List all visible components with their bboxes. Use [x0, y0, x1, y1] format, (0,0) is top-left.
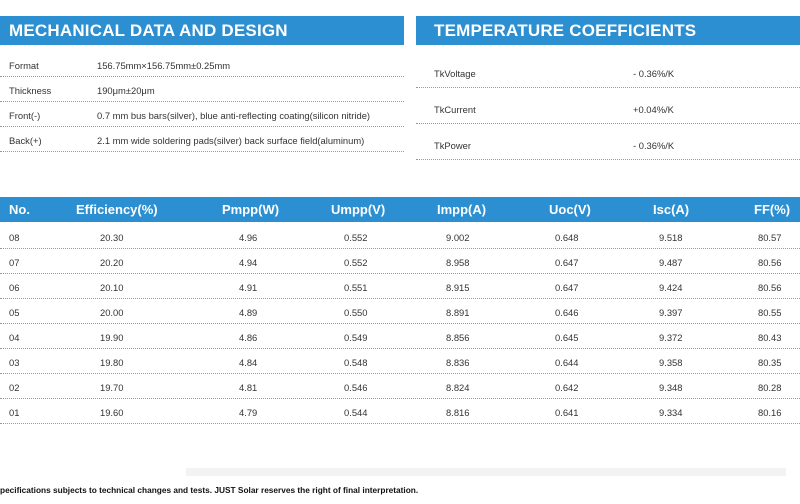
mechanical-row-front — [0, 102, 404, 127]
table-cell: 4.86 — [239, 332, 258, 343]
table-cell: 05 — [9, 307, 20, 318]
column-header-efficiency: Efficiency(%) — [76, 202, 158, 217]
table-cell: 0.551 — [344, 282, 368, 293]
table-cell: 20.20 — [100, 257, 124, 268]
table-cell: 4.89 — [239, 307, 258, 318]
mechanical-row-back — [0, 127, 404, 152]
table-row — [0, 399, 800, 424]
row-label: TkVoltage — [434, 68, 476, 79]
table-cell: 8.816 — [446, 407, 470, 418]
table-cell: 80.57 — [758, 232, 782, 243]
column-header-no: No. — [9, 202, 30, 217]
table-cell: 0.642 — [555, 382, 579, 393]
table-cell: 9.397 — [659, 307, 683, 318]
temperature-section-title: TEMPERATURE COEFFICIENTS — [416, 16, 800, 45]
table-row — [0, 224, 800, 249]
table-cell: 02 — [9, 382, 20, 393]
table-cell: 8.824 — [446, 382, 470, 393]
temperature-row-voltage — [416, 52, 800, 88]
table-cell: 0.549 — [344, 332, 368, 343]
table-cell: 0.647 — [555, 282, 579, 293]
table-cell: 0.647 — [555, 257, 579, 268]
table-row — [0, 249, 800, 274]
table-cell: 08 — [9, 232, 20, 243]
table-cell: 0.550 — [344, 307, 368, 318]
table-cell: 19.70 — [100, 382, 124, 393]
table-cell: 19.90 — [100, 332, 124, 343]
table-cell: 20.00 — [100, 307, 124, 318]
table-cell: 20.10 — [100, 282, 124, 293]
table-cell: 03 — [9, 357, 20, 368]
table-cell: 8.958 — [446, 257, 470, 268]
table-cell: 80.56 — [758, 282, 782, 293]
table-cell: 9.002 — [446, 232, 470, 243]
table-cell: 0.644 — [555, 357, 579, 368]
table-cell: 80.35 — [758, 357, 782, 368]
row-value: 190μm±20μm — [97, 85, 155, 96]
table-cell: 8.891 — [446, 307, 470, 318]
table-cell: 07 — [9, 257, 20, 268]
table-cell: 9.487 — [659, 257, 683, 268]
table-row — [0, 324, 800, 349]
table-cell: 0.552 — [344, 232, 368, 243]
table-cell: 4.79 — [239, 407, 258, 418]
table-cell: 8.856 — [446, 332, 470, 343]
table-cell: 4.81 — [239, 382, 258, 393]
table-cell: 9.358 — [659, 357, 683, 368]
column-header-umpp: Umpp(V) — [331, 202, 386, 217]
column-header-isc: Isc(A) — [653, 202, 690, 217]
table-cell: 04 — [9, 332, 20, 343]
table-cell: 19.80 — [100, 357, 124, 368]
row-value: - 0.36%/K — [633, 140, 675, 151]
table-cell: 80.28 — [758, 382, 782, 393]
table-cell: 01 — [9, 407, 20, 418]
table-cell: 9.348 — [659, 382, 683, 393]
row-value: +0.04%/K — [633, 104, 674, 115]
table-cell: 4.96 — [239, 232, 258, 243]
table-row — [0, 349, 800, 374]
table-row — [0, 299, 800, 324]
table-cell: 80.43 — [758, 332, 782, 343]
efficiency-table-body — [0, 224, 800, 424]
table-cell: 9.372 — [659, 332, 683, 343]
table-cell: 0.646 — [555, 307, 579, 318]
row-label: Thickness — [9, 85, 52, 96]
mechanical-data-list — [0, 52, 404, 152]
row-label: Back(+) — [9, 135, 42, 146]
faded-watermark-band — [186, 468, 786, 476]
table-row — [0, 274, 800, 299]
row-value: - 0.36%/K — [633, 68, 675, 79]
table-cell: 9.334 — [659, 407, 683, 418]
row-label: Format — [9, 60, 39, 71]
table-cell: 0.546 — [344, 382, 368, 393]
row-label: TkCurrent — [434, 104, 476, 115]
efficiency-table-header — [0, 197, 800, 222]
mechanical-section-title: MECHANICAL DATA AND DESIGN — [0, 16, 404, 45]
table-cell: 0.641 — [555, 407, 579, 418]
table-cell: 4.94 — [239, 257, 258, 268]
column-header-pmpp: Pmpp(W) — [222, 202, 280, 217]
temperature-coefficients-list — [416, 52, 800, 160]
row-label: Front(-) — [9, 110, 41, 121]
table-cell: 9.518 — [659, 232, 683, 243]
table-cell: 80.16 — [758, 407, 782, 418]
table-cell: 4.84 — [239, 357, 258, 368]
row-value: 0.7 mm bus bars(silver), blue anti-reflecting coating(silicon nitride) — [97, 110, 371, 121]
table-cell: 06 — [9, 282, 20, 293]
row-value: 156.75mm×156.75mm±0.25mm — [97, 60, 231, 71]
table-cell: 8.836 — [446, 357, 470, 368]
column-header-impp: Impp(A) — [437, 202, 487, 217]
footer-disclaimer: pecifications subjects to technical changes and tests. JUST Solar reserves the right of final interpretation. — [0, 485, 419, 495]
mechanical-row-thickness — [0, 77, 404, 102]
temperature-row-power — [416, 124, 800, 160]
row-label: TkPower — [434, 140, 471, 151]
table-cell: 0.548 — [344, 357, 368, 368]
table-row — [0, 374, 800, 399]
table-cell: 0.544 — [344, 407, 368, 418]
table-cell: 0.552 — [344, 257, 368, 268]
table-cell: 9.424 — [659, 282, 683, 293]
table-cell: 8.915 — [446, 282, 470, 293]
table-cell: 0.645 — [555, 332, 579, 343]
table-cell: 20.30 — [100, 232, 124, 243]
table-cell: 19.60 — [100, 407, 124, 418]
row-value: 2.1 mm wide soldering pads(silver) back surface field(aluminum) — [97, 135, 365, 146]
table-cell: 80.55 — [758, 307, 782, 318]
column-header-uoc: Uoc(V) — [549, 202, 591, 217]
column-header-ff: FF(%) — [754, 202, 791, 217]
mechanical-row-format — [0, 52, 404, 77]
table-cell: 80.56 — [758, 257, 782, 268]
table-cell: 0.648 — [555, 232, 579, 243]
temperature-row-current — [416, 88, 800, 124]
table-cell: 4.91 — [239, 282, 258, 293]
